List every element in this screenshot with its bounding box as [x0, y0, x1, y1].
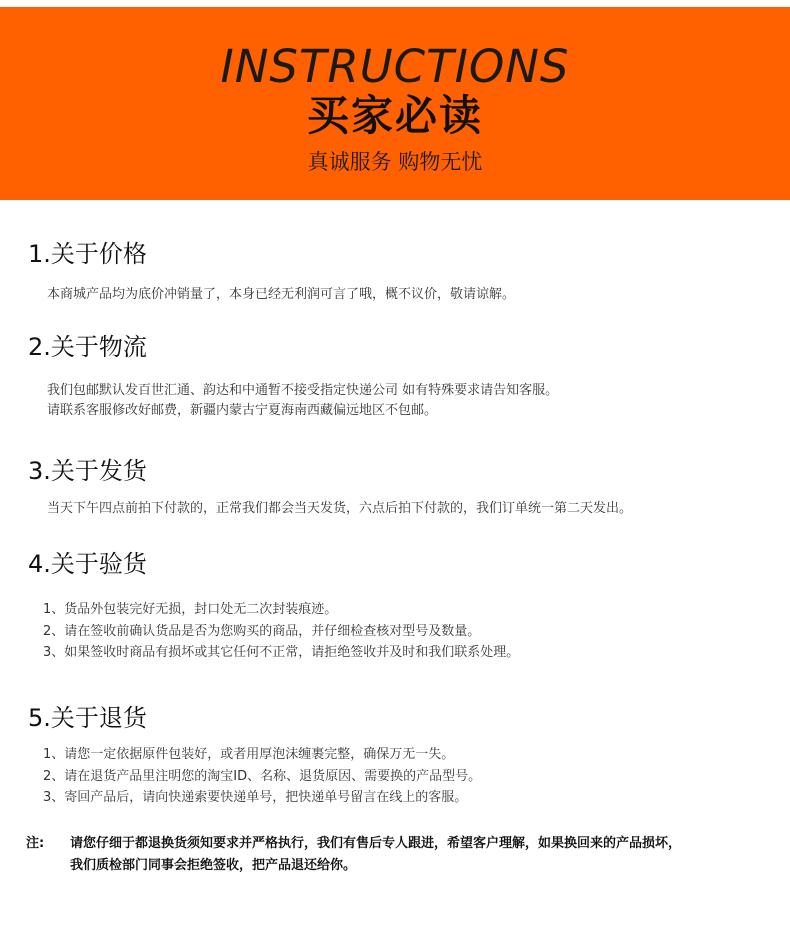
section-line: 当天下午四点前拍下付款的，正常我们都会当天发货，六点后拍下付款的，我们订单统一第二天发出。: [47, 501, 633, 516]
section-line: 1、货品外包装完好无损，封口处无二次封装痕迹。: [43, 602, 338, 617]
section-line: 2、请在签收前确认货品是否为您购买的商品，并仔细检查核对型号及数量。: [43, 624, 481, 639]
section-title-shipping: 3.关于发货: [28, 457, 147, 485]
note-line: 我们质检部门同事会拒绝签收，把产品退还给你。: [70, 858, 357, 873]
section-line: 请联系客服修改好邮费，新疆内蒙古宁夏海南西藏偏远地区不包邮。: [47, 403, 438, 418]
header-subtitle: 真诚服务 购物无忧: [307, 150, 483, 174]
header-banner: [0, 7, 790, 200]
section-line: 3、寄回产品后，请向快递索要快递单号，把快递单号留言在线上的客服。: [43, 790, 468, 805]
header-title-zh: 买家必读: [306, 91, 483, 140]
section-line: 2、请在退货产品里注明您的淘宝ID、名称、退货原因、需要换的产品型号。: [43, 769, 482, 784]
section-line: 1、请您一定依据原件包装好，或者用厚泡沫缠裹完整，确保万无一失。: [43, 747, 455, 762]
section-title-price: 1.关于价格: [28, 240, 147, 268]
section-title-returns: 5.关于退货: [28, 704, 147, 732]
header-title-en: INSTRUCTIONS: [220, 40, 570, 93]
note-line: 请您仔细于都退换货须知要求并严格执行，我们有售后专人跟进，希望客户理解，如果换回来的产品损坏，: [70, 836, 682, 851]
section-title-logistics: 2.关于物流: [28, 333, 147, 361]
section-title-inspection: 4.关于验货: [28, 550, 147, 578]
note-label: 注:: [26, 836, 45, 851]
section-line: 3、如果签收时商品有损坏或其它任何不正常，请拒绝签收并及时和我们联系处理。: [43, 645, 520, 660]
section-line: 我们包邮默认发百世汇通、韵达和中通暂不接受指定快递公司 如有特殊要求请告知客服。: [47, 383, 559, 398]
section-line: 本商城产品均为底价冲销量了，本身已经无利润可言了哦，概不议价，敬请谅解。: [47, 287, 516, 302]
